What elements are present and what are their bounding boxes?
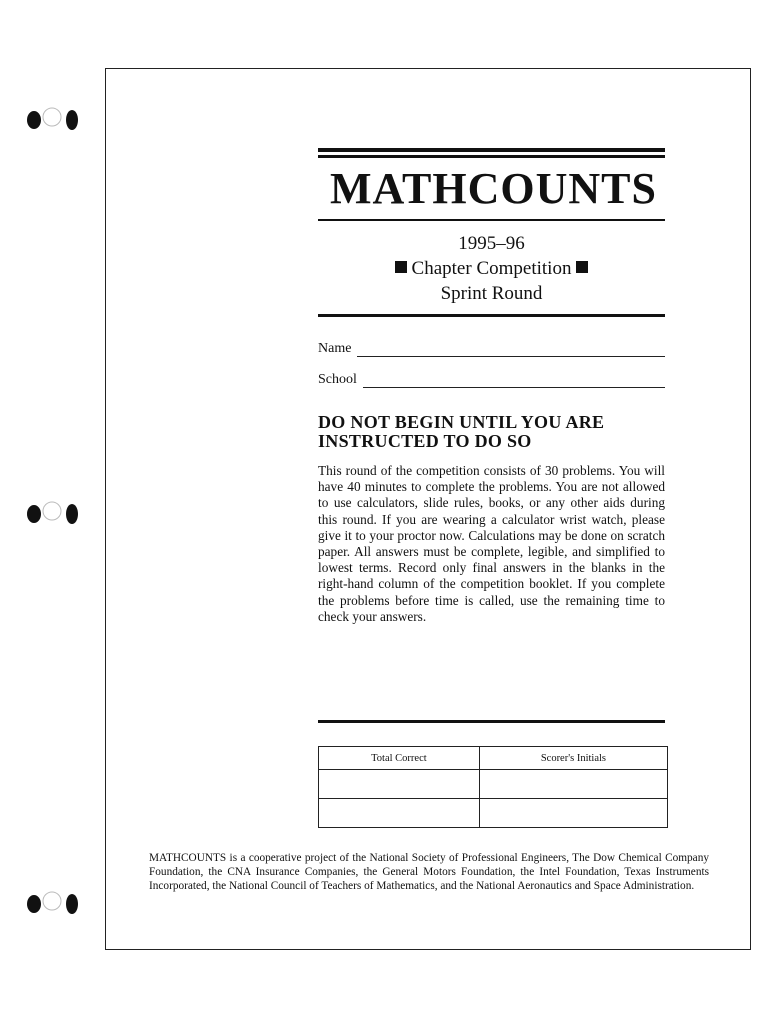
school-field[interactable] bbox=[318, 372, 665, 388]
header-rule-thick-2 bbox=[318, 155, 665, 158]
total-correct-cell[interactable] bbox=[319, 799, 480, 828]
school-label: School bbox=[318, 372, 357, 387]
header-rule-thick-1 bbox=[318, 148, 665, 152]
name-blank[interactable] bbox=[357, 344, 665, 357]
instructions-text: This round of the competition consists of 30 problems. You will have 40 minutes to complete the problems. You are not allowed to use calculators, slide rules, books, or any other aids during this round. If you are wearing a calculator wrist watch, please give it to your proctor now. Calculations may be done on scratch paper. All answers must be complete, legible, and simplified to lowest terms. Record only final answers in the blanks in the right-hand column of the competition booklet. If you complete the problems before time is called, use the remaining time to check your answers. bbox=[318, 463, 665, 624]
total-correct-header: Total Correct bbox=[319, 747, 480, 770]
total-correct-cell[interactable] bbox=[319, 770, 480, 799]
scorer-initials-header: Scorer's Initials bbox=[479, 747, 667, 770]
square-bullet-icon bbox=[395, 261, 407, 273]
page-title: MATHCOUNTS bbox=[330, 164, 657, 213]
year: 1995–96 bbox=[458, 233, 525, 254]
competition-line bbox=[318, 257, 665, 281]
square-bullet-icon bbox=[576, 261, 588, 273]
warning-heading: DO NOT BEGIN UNTIL YOU ARE INSTRUCTED TO DO SO bbox=[318, 412, 605, 451]
header-bottom-rule bbox=[318, 314, 665, 317]
binder-hole-top bbox=[24, 103, 80, 137]
round-name: Sprint Round bbox=[440, 283, 543, 304]
name-label: Name bbox=[318, 341, 352, 356]
score-table bbox=[318, 746, 668, 828]
scorer-initials-cell[interactable] bbox=[479, 799, 667, 828]
title-underline bbox=[318, 219, 665, 221]
sponsor-footer: MATHCOUNTS is a cooperative project of the National Society of Professional Engineers, The Dow Chemical Company Foundation, the CNA Insurance Companies, the General Motors Foundation, the Intel Foundation, Texas Instruments Incorporated, the National Council of Teachers of Mathematics, and the National Aeronautics and Space Administration. bbox=[149, 852, 709, 893]
binder-hole-bottom bbox=[24, 887, 80, 921]
table-top-rule bbox=[318, 720, 665, 723]
binder-hole-middle bbox=[24, 497, 80, 531]
competition-name: Chapter Competition bbox=[411, 258, 572, 279]
name-field[interactable] bbox=[318, 341, 665, 357]
school-blank[interactable] bbox=[363, 375, 665, 388]
scorer-initials-cell[interactable] bbox=[479, 770, 667, 799]
